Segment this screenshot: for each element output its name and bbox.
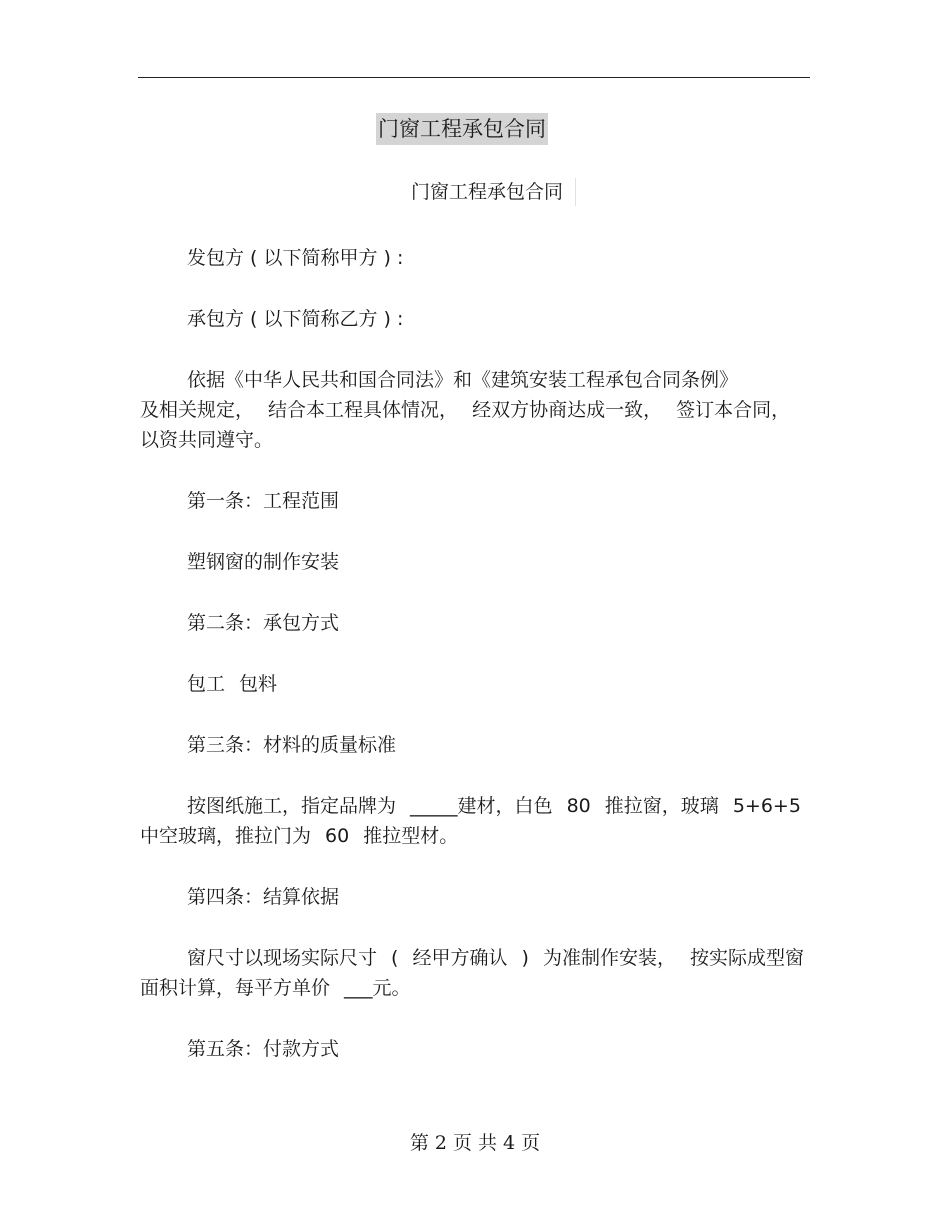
article-1-heading: 第一条：工程范围 [187, 490, 340, 512]
article-4-heading: 第四条：结算依据 [187, 886, 340, 908]
basis-line-3: 以资共同遵守。 [140, 429, 274, 451]
basis-paragraph [140, 365, 812, 455]
article-3-heading: 第三条：材料的质量标准 [187, 734, 397, 756]
article-2-body: 包工 包料 [187, 673, 278, 695]
article-4-body [140, 943, 812, 1003]
document-title: 门窗工程承包合同 [376, 113, 548, 145]
party-a-line: 发包方 ( 以下简称甲方 ) : [187, 247, 404, 269]
page-number-footer: 第 2 页 共 4 页 [409, 1132, 541, 1154]
party-b-line: 承包方 ( 以下简称乙方 ) : [187, 308, 404, 330]
article-3-line-2: 中空玻璃，推拉门为 60 推拉型材。 [140, 825, 459, 847]
article-2-heading: 第二条：承包方式 [187, 612, 340, 634]
basis-line-2: 及相关规定， 结合本工程具体情况， 经双方协商达成一致， 签订本合同， [140, 399, 791, 421]
document-body [140, 243, 812, 1095]
article-3-line-1: 按图纸施工，指定品牌为 _____建材，白色 80 推拉窗，玻璃 5+6+5 [187, 795, 801, 817]
basis-line-1: 依据《中华人民共和国合同法》和《建筑安装工程承包合同条例》 [187, 369, 739, 391]
article-3-body [140, 791, 812, 851]
document-subtitle: 门窗工程承包合同 [411, 178, 576, 206]
article-5-heading: 第五条：付款方式 [187, 1038, 340, 1060]
header-rule [138, 77, 810, 78]
article-4-line-1: 窗尺寸以现场实际尺寸 ( 经甲方确认 ) 为准制作安装， 按实际成型窗 [187, 947, 805, 969]
article-4-line-2: 面积计算，每平方单价 ___元。 [140, 977, 411, 999]
article-1-body: 塑钢窗的制作安装 [187, 551, 340, 573]
